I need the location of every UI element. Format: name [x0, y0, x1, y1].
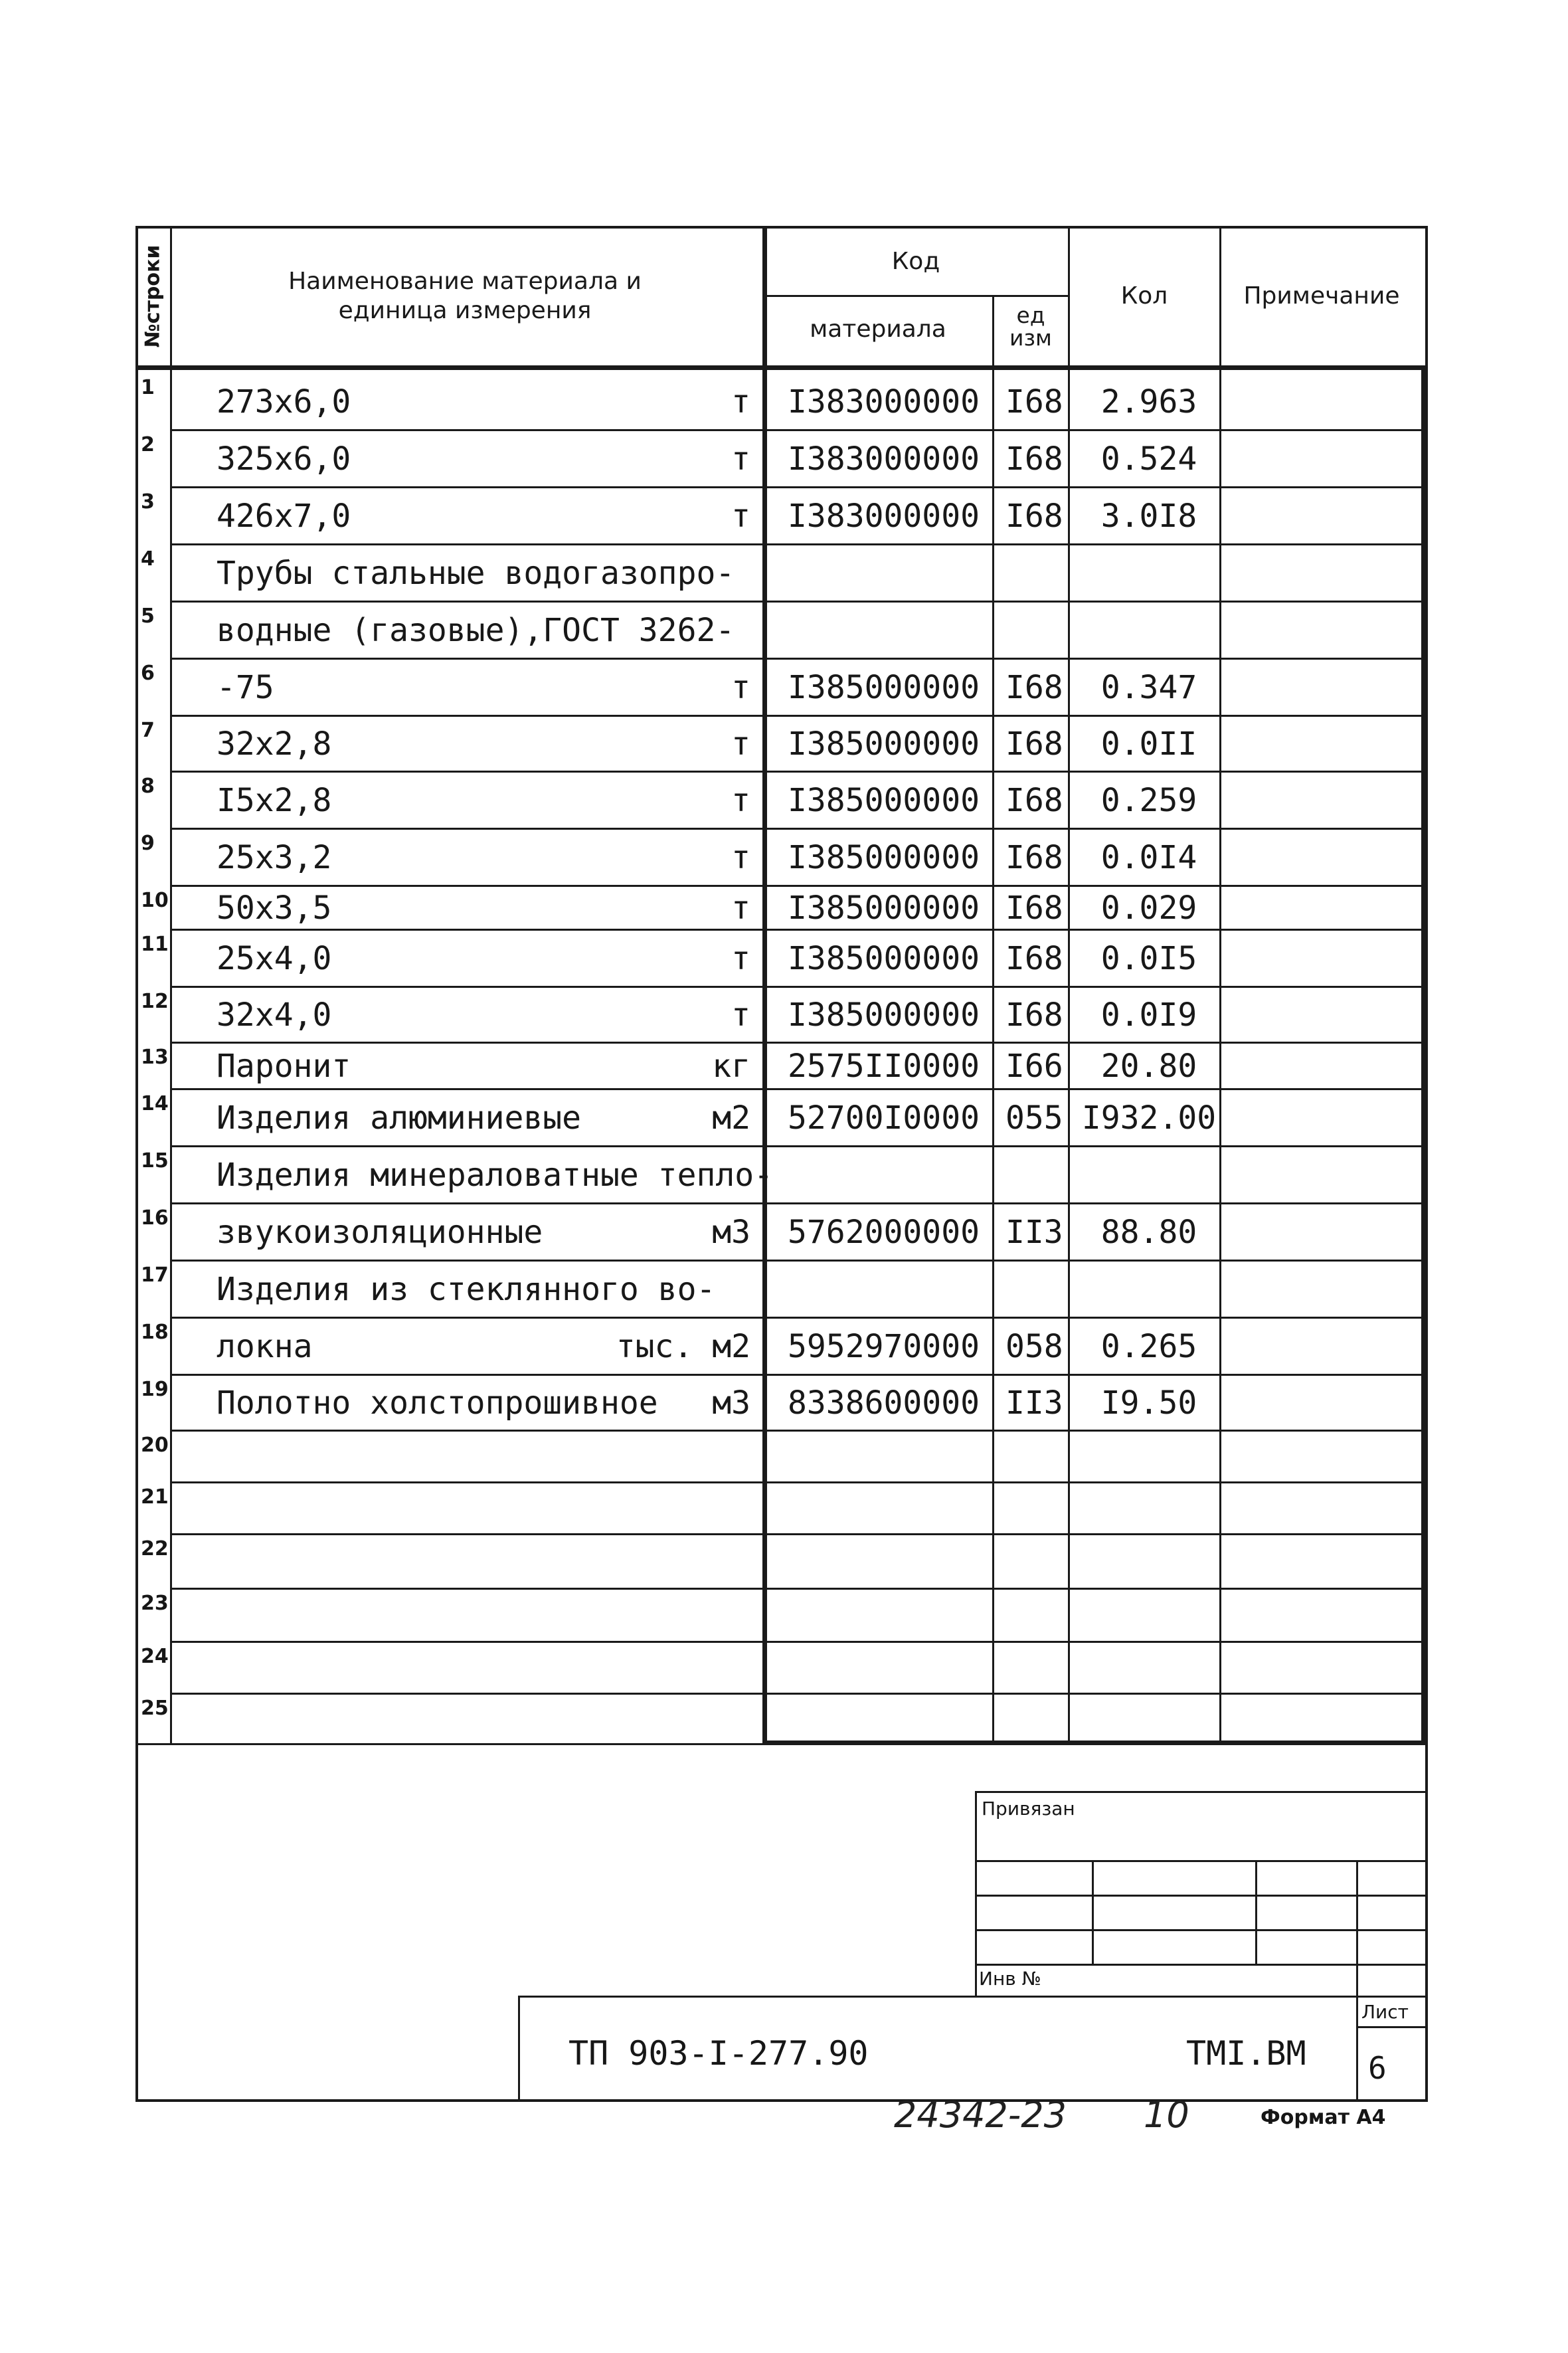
note-header: Примечание — [1243, 282, 1400, 310]
divider — [1356, 2026, 1427, 2028]
row-divider — [171, 1430, 1423, 1432]
handwritten-number: 24342-23 — [894, 2094, 1067, 2136]
row-code: 5952970000 — [788, 1328, 980, 1365]
material-header: материала — [810, 316, 946, 343]
row-unit: т — [731, 498, 750, 535]
row-quantity: 0.0II — [1100, 725, 1197, 763]
document-number: ТП 903-I-277.90 — [568, 2034, 869, 2073]
row-number: 18 — [141, 1321, 169, 1344]
row-unit-code: I68 — [1005, 498, 1063, 535]
row-number: 22 — [141, 1537, 169, 1560]
row-quantity: 0.0I5 — [1100, 940, 1197, 977]
divider — [135, 1743, 764, 1745]
divider — [975, 1929, 1427, 1931]
divider — [518, 1996, 520, 2102]
divider — [1356, 1860, 1358, 2102]
row-unit-code: I68 — [1005, 725, 1063, 763]
row-divider — [171, 601, 1423, 603]
format-label: Формат А4 — [1261, 2106, 1386, 2129]
row-unit: тыс. м2 — [616, 1328, 750, 1365]
name-header — [199, 267, 731, 326]
divider — [1092, 1860, 1094, 1964]
unit-header-line2: изм — [1009, 325, 1052, 351]
row-unit-code: I68 — [1005, 440, 1063, 478]
row-name: -75 — [217, 669, 274, 706]
row-name: Изделия из стеклянного во- — [217, 1271, 716, 1308]
row-divider — [171, 486, 1423, 488]
row-quantity: 88.80 — [1100, 1214, 1197, 1251]
row-number: 16 — [141, 1206, 169, 1230]
row-name: 25x4,0 — [217, 940, 332, 977]
row-code: I385000000 — [788, 782, 980, 819]
row-quantity: 0.0I4 — [1100, 839, 1197, 876]
row-name: 25x3,2 — [217, 839, 332, 876]
row-unit: м3 — [712, 1214, 750, 1251]
row-divider — [171, 1641, 1423, 1643]
row-name: I5x2,8 — [217, 782, 332, 819]
divider — [1255, 1860, 1257, 1964]
row-unit: т — [731, 996, 750, 1034]
row-name: Изделия алюминиевые — [217, 1099, 582, 1137]
divider — [762, 226, 767, 1744]
row-code: I385000000 — [788, 890, 980, 927]
divider — [1421, 367, 1426, 1744]
row-number: 2 — [141, 433, 155, 456]
row-number: 14 — [141, 1092, 169, 1115]
row-number: 4 — [141, 547, 155, 571]
row-divider — [171, 1088, 1423, 1090]
privyazan-label: Привязан — [982, 1798, 1075, 1820]
row-unit: т — [731, 725, 750, 763]
row-name: 325x6,0 — [217, 440, 351, 478]
row-quantity: 0.0I9 — [1100, 996, 1197, 1034]
row-number: 20 — [141, 1434, 169, 1457]
divider — [975, 1860, 1427, 1862]
row-name: Трубы стальные водогазопро- — [217, 555, 735, 592]
row-name: 32x2,8 — [217, 725, 332, 763]
row-divider — [171, 429, 1423, 431]
row-number: 17 — [141, 1264, 169, 1287]
row-quantity: 0.029 — [1100, 890, 1197, 927]
row-number: 8 — [141, 775, 155, 798]
row-unit-code: I68 — [1005, 940, 1063, 977]
row-number: 21 — [141, 1485, 169, 1509]
row-unit: м2 — [712, 1099, 750, 1137]
unit-header-line1: ед — [1016, 302, 1045, 328]
row-divider — [171, 929, 1423, 931]
row-unit: т — [731, 940, 750, 977]
row-unit: т — [731, 839, 750, 876]
row-number: 10 — [141, 889, 169, 912]
sheet-label: Лист — [1361, 2001, 1409, 2023]
row-number-header: №строки — [141, 244, 165, 348]
row-quantity: 3.0I8 — [1100, 498, 1197, 535]
row-unit-code: I68 — [1005, 383, 1063, 421]
row-divider — [171, 543, 1423, 545]
row-code: I383000000 — [788, 383, 980, 421]
row-unit-code: 058 — [1005, 1328, 1063, 1365]
row-number: 5 — [141, 605, 155, 628]
row-unit-code: I68 — [1005, 996, 1063, 1034]
row-number: 24 — [141, 1645, 169, 1668]
row-quantity: 2.963 — [1100, 383, 1197, 421]
row-code: 8338600000 — [788, 1384, 980, 1422]
sheet-number: 6 — [1368, 2050, 1387, 2086]
row-number: 1 — [141, 376, 155, 399]
row-unit-code: I68 — [1005, 782, 1063, 819]
row-number: 13 — [141, 1046, 169, 1069]
name-header-line1: Наименование материала и — [288, 268, 642, 295]
row-quantity: I932.00 — [1081, 1099, 1217, 1137]
row-name: Полотно холстопрошивное — [217, 1384, 658, 1422]
row-name: 273x6,0 — [217, 383, 351, 421]
row-divider — [171, 1042, 1423, 1044]
divider — [519, 1996, 1427, 1998]
header-bottom-line — [135, 365, 1428, 370]
row-number: 7 — [141, 719, 155, 742]
row-name: звукоизоляционные — [217, 1214, 543, 1251]
row-unit: т — [731, 440, 750, 478]
row-unit-code: I68 — [1005, 890, 1063, 927]
row-number: 15 — [141, 1149, 169, 1173]
divider — [975, 1791, 977, 1997]
row-divider — [171, 1533, 1423, 1535]
row-divider — [171, 715, 1423, 717]
row-code: I385000000 — [788, 996, 980, 1034]
code-header: Код — [891, 248, 940, 275]
row-quantity: 0.259 — [1100, 782, 1197, 819]
row-code: 5762000000 — [788, 1214, 980, 1251]
row-unit-code: I68 — [1005, 839, 1063, 876]
row-unit-code: II3 — [1005, 1384, 1063, 1422]
row-code: I385000000 — [788, 940, 980, 977]
row-number: 19 — [141, 1378, 169, 1401]
handwritten-page: 10 — [1144, 2094, 1189, 2136]
row-number: 9 — [141, 832, 155, 855]
row-code: I385000000 — [788, 725, 980, 763]
row-divider — [171, 1693, 1423, 1695]
row-code: I383000000 — [788, 498, 980, 535]
row-unit: кг — [712, 1048, 750, 1085]
document-mark: ТМI.ВМ — [1186, 2034, 1306, 2073]
row-quantity: 20.80 — [1100, 1048, 1197, 1085]
row-unit-code: II3 — [1005, 1214, 1063, 1251]
row-divider — [171, 658, 1423, 660]
divider — [992, 296, 994, 1744]
divider — [975, 1791, 1427, 1793]
row-number: 12 — [141, 990, 169, 1013]
row-divider — [171, 1145, 1423, 1147]
divider — [975, 1964, 1427, 1966]
row-divider — [171, 1481, 1423, 1483]
row-name: локна — [217, 1328, 313, 1365]
row-quantity: 0.347 — [1100, 669, 1197, 706]
row-number: 23 — [141, 1592, 169, 1615]
row-name: 32x4,0 — [217, 996, 332, 1034]
row-number: 25 — [141, 1697, 169, 1720]
row-number: 11 — [141, 933, 169, 956]
row-divider — [171, 771, 1423, 773]
row-unit-code: I66 — [1005, 1048, 1063, 1085]
divider — [1068, 226, 1070, 1744]
row-quantity: I9.50 — [1100, 1384, 1197, 1422]
row-quantity: 0.524 — [1100, 440, 1197, 478]
row-quantity: 0.265 — [1100, 1328, 1197, 1365]
row-code: I385000000 — [788, 839, 980, 876]
row-code: 2575II0000 — [788, 1048, 980, 1085]
row-unit-code: 055 — [1005, 1099, 1063, 1137]
row-divider — [171, 885, 1423, 887]
row-unit: т — [731, 383, 750, 421]
divider — [975, 1895, 1427, 1897]
row-unit: т — [731, 890, 750, 927]
name-header-line2: единица измерения — [338, 297, 592, 324]
row-divider — [171, 1202, 1423, 1204]
row-number: 6 — [141, 662, 155, 685]
row-divider — [171, 986, 1423, 988]
row-name: Паронит — [217, 1048, 351, 1085]
table-bottom-line — [762, 1741, 1427, 1745]
row-name: 426x7,0 — [217, 498, 351, 535]
row-unit: т — [731, 782, 750, 819]
row-name: водные (газовые),ГОСТ 3262- — [217, 612, 735, 649]
row-divider — [171, 1588, 1423, 1590]
row-code: 52700I0000 — [788, 1099, 980, 1137]
row-unit: м3 — [712, 1384, 750, 1422]
inv-label: Инв № — [979, 1968, 1041, 1990]
row-divider — [171, 1374, 1423, 1376]
row-number: 3 — [141, 490, 155, 514]
row-unit-code: I68 — [1005, 669, 1063, 706]
unit-header — [994, 304, 1068, 349]
row-divider — [171, 828, 1423, 830]
row-name: 50x3,5 — [217, 890, 332, 927]
row-divider — [171, 1260, 1423, 1262]
row-divider — [171, 1317, 1423, 1319]
row-code: I385000000 — [788, 669, 980, 706]
row-code: I383000000 — [788, 440, 980, 478]
qty-header: Кол — [1120, 282, 1168, 310]
row-name: Изделия минераловатные тепло- — [217, 1157, 774, 1194]
row-unit: т — [731, 669, 750, 706]
divider — [762, 295, 1068, 297]
